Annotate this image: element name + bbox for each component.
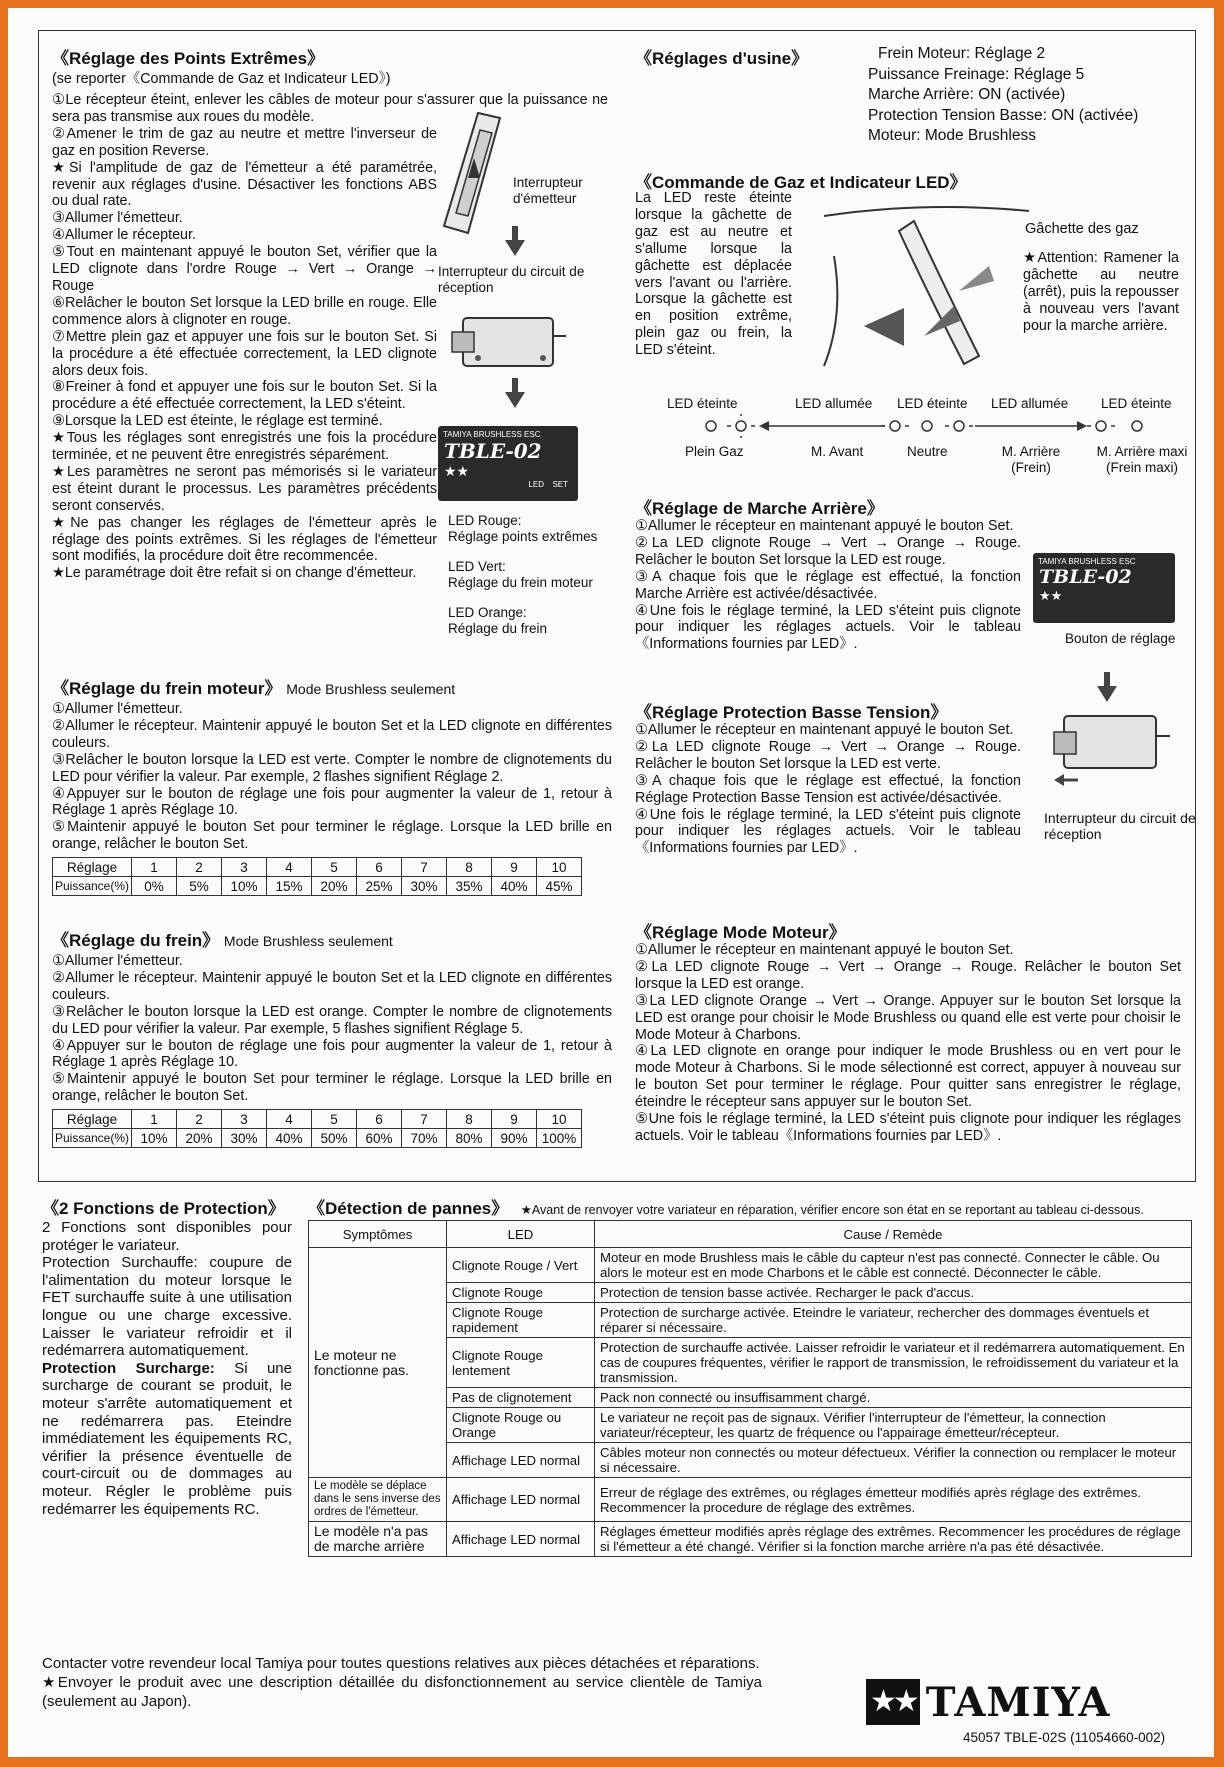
engine-brake-step: ②Allumer le récepteur. Maintenir appuyé le bouton Set et la LED clignote en différentes couleurs. (52, 717, 612, 751)
cause-cell: Moteur en mode Brushless mais le câble du capteur n'est pas connecté. Connecter le câble. Ou alors le moteur est en mode Charbons et le câble est connecté. Déconnecter le câble. (595, 1248, 1192, 1283)
product-code: 45057 TBLE-02S (11054660-002) (963, 1730, 1166, 1745)
table-row (53, 877, 582, 896)
table-row (53, 1129, 582, 1148)
table-cell: 50% (312, 1129, 357, 1148)
symptom-cell: Le moteur ne fonctionne pas. (309, 1248, 447, 1478)
cause-cell: Câbles moteur non connectés ou moteur défectueux. Vérifier la connection ou remplacer le moteur si nécessaire. (595, 1443, 1192, 1478)
led-state: LED éteinte (667, 396, 738, 411)
cause-cell: Erreur de réglage des extrêmes, ou réglages émetteur modifiés après réglage des extrêmes. Recommencer la procedure de réglage des extrêmes. (595, 1478, 1192, 1522)
throttle-position: Plein Gaz (685, 444, 744, 459)
tamiya-stars-icon: ★★ (866, 1679, 920, 1725)
brake-step: ①Allumer l'émetteur. (52, 953, 183, 969)
table-cell: 9 (492, 858, 537, 877)
arrow-down-icon (1097, 672, 1117, 702)
extremes-subtitle: (se reporter《Commande de Gaz et Indicateur LED》) (52, 71, 391, 87)
extremes-step: ★Le paramétrage doit être refait si on change d'émetteur. (52, 565, 417, 582)
throttle-position: M. Avant (811, 444, 864, 459)
receiver-switch-illustration (1048, 708, 1173, 793)
reverse-step: ②La LED clignote Rouge → Vert → Orange → Rouge. Relâcher le bouton Set lorsque la LED est rouge. (635, 534, 1021, 568)
table-cell: 10 (537, 858, 582, 877)
table-cell: Puissance(%) (53, 877, 132, 896)
table-cell: 8 (447, 1110, 492, 1129)
led-state: LED allumée (795, 396, 873, 411)
factory-item: Marche Arrière: ON (activée) (868, 86, 1066, 103)
throttle-position: M. Arrière maxi (Frein maxi) (1096, 444, 1188, 475)
table-cell: 40% (267, 1129, 312, 1148)
table-header: LED (447, 1221, 595, 1248)
table-cell: 5 (312, 858, 357, 877)
led-red-desc: Réglage points extrêmes (448, 529, 598, 544)
extremes-step: ①Le récepteur éteint, enlever les câbles de moteur pour s'assurer que la puissance ne sera pas transmise aux roues du modèle. (52, 92, 608, 125)
table-cell: 7 (402, 1110, 447, 1129)
led-state: LED éteinte (1101, 396, 1172, 411)
extremes-step: ★Les paramètres ne seront pas mémorisés si le variateur est éteint durant le processus. Les paramètres précédents seront conservés. (52, 463, 437, 514)
troubleshoot-note: ★Avant de renvoyer votre variateur en réparation, vérifier encore son état en se reportant au tableau ci-dessous. (520, 1203, 1144, 1217)
extremes-section (52, 44, 612, 88)
extremes-step: ②Amener le trim de gaz au neutre et mettre l'inverseur de gaz en position Reverse. (52, 125, 437, 159)
led-cell: Clignote Rouge ou Orange (447, 1408, 595, 1443)
led-state: LED éteinte (897, 396, 968, 411)
table-cell: 4 (267, 1110, 312, 1129)
button-label: Bouton de réglage (1065, 631, 1176, 646)
lowvolt-title: 《Réglage Protection Basse Tension》 (635, 703, 948, 722)
table-cell: 1 (132, 1110, 177, 1129)
brake-step: ②Allumer le récepteur. Maintenir appuyé le bouton Set et la LED clignote en différentes couleurs. (52, 969, 612, 1003)
table-cell: 9 (492, 1110, 537, 1129)
table-cell: 20% (177, 1129, 222, 1148)
table-cell: 1 (132, 858, 177, 877)
table-header-row (309, 1221, 1192, 1248)
esc-stars: ★★ (444, 463, 470, 479)
arrow-down-icon (505, 378, 525, 408)
led-cell: Pas de clignotement (447, 1388, 595, 1408)
extremes-step: ④Allumer le récepteur. (52, 227, 196, 244)
brake-table (52, 1109, 582, 1148)
table-cell: 7 (402, 858, 447, 877)
tamiya-brand: TAMIYA (925, 1678, 1111, 1726)
table-cell: 3 (222, 1110, 267, 1129)
protection-title: 《2 Fonctions de Protection》 (42, 1199, 285, 1218)
footer-line: ★Envoyer le produit avec une description détaillée du disfonctionnement au service clientèle de Tamiya (seulement au Japon). (42, 1674, 762, 1710)
engine-brake-step: ③Relâcher le bouton lorsque la LED est verte. Compter le nombre de clignotements du LED pour vérifier la valeur. Par exemple, 2 flashes signifient Réglage 2. (52, 751, 612, 785)
esc-set-button-illustration (1033, 553, 1175, 623)
switch-label: Interrupteur du circuit de réception (1044, 810, 1196, 842)
cause-cell: Réglages émetteur modifiés après réglage des extrêmes. Recommencer les procédures de réglage si l'émetteur a été changé. Vérifier si la fonction marche arrière n'a pas été désactivée. (595, 1522, 1192, 1557)
led-orange-label: LED Orange: (448, 605, 527, 620)
factory-item: Protection Tension Basse: ON (activée) (868, 106, 1139, 124)
factory-title: 《Réglages d'usine》 (635, 49, 809, 68)
led-green-label: LED Vert: (448, 559, 506, 574)
extremes-step: ⑤Tout en maintenant appuyé le bouton Set, vérifier que la LED clignote dans l'ordre Rouge → Vert → Orange → Rouge (52, 244, 437, 294)
table-cell: 30% (402, 877, 447, 896)
tamiya-logo (866, 1678, 1110, 1726)
motor-mode-step: ⑤Une fois le réglage terminé, la LED s'éteint puis clignote pour indiquer les réglages actuels. Voir le tableau《Informations fournies par LED》. (635, 1111, 1181, 1144)
receiver-switch-illustration (448, 306, 568, 376)
table-cell: 70% (402, 1129, 447, 1148)
esc-model: TBLE-02 (444, 439, 542, 463)
table-header: Cause / Remède (595, 1221, 1192, 1248)
throttle-title: 《Commande de Gaz et Indicateur LED》 (635, 173, 967, 192)
led-cell: Clignote Rouge rapidement (447, 1303, 595, 1338)
brake-step: ③Relâcher le bouton lorsque la LED est orange. Compter le nombre de clignotements du LED pour vérifier la valeur. Par exemple, 5 flashes signifient Réglage 5. (52, 1003, 612, 1037)
troubleshoot-table (308, 1220, 1192, 1557)
motor-mode-step: ④La LED clignote en orange pour indiquer le mode Brushless ou en vert pour le mode Moteur à Charbons. Si le mode sélectionné est correct, appuyer à nouveau sur le bouton Set pour terminer le réglage. Pour quitter sans enregistrer le réglage, éteindre le récepteur sans appuyer sur le bouton Set. (635, 1043, 1181, 1111)
table-cell: 6 (357, 858, 402, 877)
engine-brake-step: ⑤Maintenir appuyé le bouton Set pour terminer le réglage. Lorsque la LED brille en orange, relâcher le bouton Set. (52, 819, 612, 853)
arrow-down-icon (505, 226, 525, 256)
table-cell: 8 (447, 858, 492, 877)
table-cell: 6 (357, 1110, 402, 1129)
reverse-step: ③A chaque fois que le réglage est effectué, la fonction Marche Arrière est activée/désactivée. (635, 568, 1021, 602)
brake-mode: Mode Brushless seulement (223, 933, 393, 949)
brake-step: ⑤Maintenir appuyé le bouton Set pour terminer le réglage. Lorsque la LED brille en orange, relâcher le bouton Set. (52, 1071, 612, 1105)
protection-section (42, 1194, 292, 1518)
extremes-step: ⑦Mettre plein gaz et appuyer une fois sur le bouton Set. Si la procédure a été effectuée correctement, la LED clignote alors deux fois. (52, 328, 437, 379)
throttle-position: Neutre (907, 444, 948, 459)
table-cell: 35% (447, 877, 492, 896)
label-switch-tx: Interrupteur d'émetteur (513, 175, 583, 206)
throttle-attention: ★Attention: Ramener la gâchette au neutre (arrêt), puis la repousser à nouveau vers l'avant pour la marche arrière. (1023, 250, 1179, 334)
cause-cell: Le variateur ne reçoit pas de signaux. Vérifier l'interrupteur de l'émetteur, la connection variateur/récepteur, les quartz de fréquence ou l'appairage émetteur/récepteur. (595, 1408, 1192, 1443)
table-cell: Puissance(%) (53, 1129, 132, 1148)
lowvolt-step: ②La LED clignote Rouge → Vert → Orange → Rouge. Relâcher le bouton Set lorsque la LED est verte. (635, 738, 1021, 772)
table-header: Symptômes (309, 1221, 447, 1248)
symptom-cell: Le modèle se déplace dans le sens inverse des ordres de l'émetteur. (309, 1478, 447, 1522)
protection-overload-title: Protection Surcharge: (42, 1359, 215, 1377)
engine-brake-table (52, 857, 582, 896)
transmitter-switch-illustration (438, 108, 508, 238)
table-cell: 45% (537, 877, 582, 896)
motor-mode-title: 《Réglage Mode Moteur》 (635, 923, 846, 942)
manual-page (8, 8, 1214, 1757)
label-switch-rx: Interrupteur du circuit de réception (438, 264, 585, 295)
lowvolt-step: ④Une fois le réglage terminé, la LED s'éteint puis clignote pour indiquer les réglages actuels. Voir le tableau《Informations fournies par LED》. (635, 806, 1021, 857)
reverse-step: ①Allumer le récepteur en maintenant appuyé le bouton Set. (635, 518, 1014, 534)
protection-overload: Si une surcharge de courant se produit, le moteur s'arrête automatiquement et ne redémarrera pas. Eteindre immédiatement les équipements RC, vérifier la présence éventuelle de court-circuit ou de dommages au moteur. Régler le problème puis redémarrer les équipements RC. (42, 1359, 292, 1518)
table-cell: 90% (492, 1129, 537, 1148)
led-legend (448, 513, 618, 637)
table-cell: 3 (222, 858, 267, 877)
extremes-step: ★Ne pas changer les réglages de l'émetteur après le réglage des points extrêmes. Si les réglages de l'émetteur sont modifiés, la procédure doit être recommencée. (52, 514, 437, 565)
esc-set-button-illustration (438, 426, 578, 501)
led-state-diagram (635, 396, 1195, 475)
table-cell: 0% (132, 877, 177, 896)
table-cell: 60% (357, 1129, 402, 1148)
brake-step: ④Appuyer sur le bouton de réglage une fois pour augmenter la valeur de 1, retour à Réglage 1 après Réglage 10. (52, 1037, 612, 1071)
led-cell: Affichage LED normal (447, 1443, 595, 1478)
table-cell: 2 (177, 858, 222, 877)
led-sequence-icons (635, 414, 1195, 438)
lowvolt-step: ③A chaque fois que le réglage est effectué, la fonction Réglage Protection Basse Tension est activée/désactivée. (635, 772, 1021, 806)
troubleshoot-title: 《Détection de pannes》 (308, 1199, 509, 1218)
extremes-step: ★Tous les réglages sont enregistrés une fois la procédure terminée, et ne peuvent être enregistrés séparément. (52, 430, 437, 464)
protection-overheat: Protection Surchauffe: coupure de l'alimentation du moteur lorsque le FET surchauffe suite à une utilisation longue ou une charge excessive. Laisser le variateur refroidir et il redémarrera automatiquement. (42, 1254, 292, 1360)
table-cell: 15% (267, 877, 312, 896)
table-cell: 40% (492, 877, 537, 896)
lowvolt-step: ①Allumer le récepteur en maintenant appuyé le bouton Set. (635, 722, 1014, 738)
esc-led-label: LED (528, 480, 544, 489)
extremes-step: ⑧Freiner à fond et appuyer une fois sur le bouton Set. Si la procédure a été effectuée correctement, la LED s'éteint. (52, 379, 437, 413)
brake-title: 《Réglage du frein》 (52, 931, 220, 950)
led-cell: Clignote Rouge (447, 1283, 595, 1303)
table-cell: Réglage (53, 858, 132, 877)
extremes-step: ⑨Lorsque la LED est éteinte, le réglage est terminé. (52, 413, 383, 430)
extremes-title: 《Réglage des Points Extrêmes》 (52, 49, 325, 68)
cause-cell: Protection de surcharge activée. Eteindre le variateur, rechercher des dommages éventuels et réparer si nécessaire. (595, 1303, 1192, 1338)
led-green-desc: Réglage du frein moteur (448, 575, 593, 590)
extremes-step: ★Si l'amplitude de gaz de l'émetteur a été paramétrée, revenir aux réglages d'usine. Désactiver les fonctions ABS ou dual rate. (52, 159, 437, 210)
troubleshoot-header (308, 1194, 1144, 1219)
throttle-position: M. Arrière (Frein) (1001, 444, 1061, 475)
table-cell: 25% (357, 877, 402, 896)
led-cell: Affichage LED normal (447, 1522, 595, 1557)
symptom-cell: Le modèle n'a pas de marche arrière (309, 1522, 447, 1557)
table-cell: Réglage (53, 1110, 132, 1129)
reverse-title: 《Réglage de Marche Arrière》 (635, 499, 884, 518)
protection-intro: 2 Fonctions sont disponibles pour protéger le variateur. (42, 1219, 292, 1254)
extremes-step: ⑥Relâcher le bouton Set lorsque la LED brille en rouge. Elle commence alors à clignoter en rouge. (52, 294, 437, 328)
led-orange-desc: Réglage du frein (448, 621, 548, 636)
table-row (53, 858, 582, 877)
extremes-step: ③Allumer l'émetteur. (52, 210, 183, 227)
engine-brake-section (52, 674, 612, 896)
esc-brand: TAMIYA BRUSHLESS ESC (1038, 557, 1136, 566)
throttle-trigger-illustration (804, 196, 1034, 376)
motor-mode-step: ①Allumer le récepteur en maintenant appuyé le bouton Set. (635, 942, 1014, 958)
led-cell: Clignote Rouge lentement (447, 1338, 595, 1388)
table-cell: 80% (447, 1129, 492, 1148)
motor-mode-step: ③La LED clignote Orange → Vert → Orange. Appuyer sur le bouton Set lorsque la LED est orange pour choisir le Mode Brushless ou quand elle est verte pour choisir le Mode Moteur à Charbons. (635, 992, 1181, 1043)
brake-section (52, 926, 612, 1148)
table-cell: 20% (312, 877, 357, 896)
trigger-label: Gâchette des gaz (1025, 221, 1139, 237)
engine-brake-step: ④Appuyer sur le bouton de réglage une fois pour augmenter la valeur de 1, retour à Réglage 1 après Réglage 10. (52, 785, 612, 819)
esc-model: TBLE-02 (1039, 566, 1132, 588)
table-cell: 100% (537, 1129, 582, 1148)
cause-cell: Protection de surchauffe activée. Laisser refroidir le variateur et il redémarrera automatiquement. En cas de coupures fréquentes, vérifier le rapport de transmission, le refroidissement du variateur et la transmission. (595, 1338, 1192, 1388)
table-row (309, 1248, 1192, 1283)
cause-cell: Protection de tension basse activée. Recharger le pack d'accus. (595, 1283, 1192, 1303)
table-row (309, 1522, 1192, 1557)
reverse-steps (635, 518, 1021, 653)
table-row (309, 1478, 1192, 1522)
lowvolt-steps (635, 722, 1021, 857)
table-row (53, 1110, 582, 1129)
esc-brand: TAMIYA BRUSHLESS ESC (443, 430, 541, 439)
table-cell: 2 (177, 1110, 222, 1129)
table-cell: 30% (222, 1129, 267, 1148)
factory-item: Frein Moteur: Réglage 2 (878, 45, 1046, 62)
table-cell: 4 (267, 858, 312, 877)
esc-stars: ★★ (1039, 588, 1063, 603)
esc-set-label: SET (552, 480, 568, 489)
throttle-text: La LED reste éteinte lorsque la gâchette de gaz est au neutre et s'allume lorsque la gâchette est déplacée vers l'avant ou l'arrière. Lorsque la gâchette est en position extrême, plein gaz ou frein, la LED s'éteint. (635, 190, 792, 359)
motor-mode-steps (635, 942, 1181, 1145)
footer-text (42, 1654, 762, 1711)
footer-line: Contacter votre revendeur local Tamiya pour toutes questions relatives aux pièces détachées et réparations. (42, 1655, 760, 1672)
cause-cell: Pack non connecté ou insuffisamment chargé. (595, 1388, 1192, 1408)
engine-brake-mode: Mode Brushless seulement (286, 681, 456, 697)
table-cell: 5% (177, 877, 222, 896)
engine-brake-step: ①Allumer l'émetteur. (52, 701, 183, 717)
table-cell: 10 (537, 1110, 582, 1129)
led-cell: Affichage LED normal (447, 1478, 595, 1522)
reverse-step: ④Une fois le réglage terminé, la LED s'éteint puis clignote pour indiquer les réglages actuels. Voir le tableau《Informations fournies par LED》. (635, 602, 1021, 653)
engine-brake-title: 《Réglage du frein moteur》 (52, 679, 282, 698)
motor-mode-step: ②La LED clignote Rouge → Vert → Orange → Rouge. Relâcher le bouton Set lorsque la LED est orange. (635, 958, 1181, 992)
factory-list (868, 44, 1138, 147)
table-cell: 10% (222, 877, 267, 896)
table-cell: 10% (132, 1129, 177, 1148)
led-cell: Clignote Rouge / Vert (447, 1248, 595, 1283)
factory-item: Puissance Freinage: Réglage 5 (868, 65, 1085, 83)
table-cell: 5 (312, 1110, 357, 1129)
led-red-label: LED Rouge: (448, 513, 522, 528)
factory-item: Moteur: Mode Brushless (868, 127, 1036, 144)
led-state: LED allumée (991, 396, 1069, 411)
